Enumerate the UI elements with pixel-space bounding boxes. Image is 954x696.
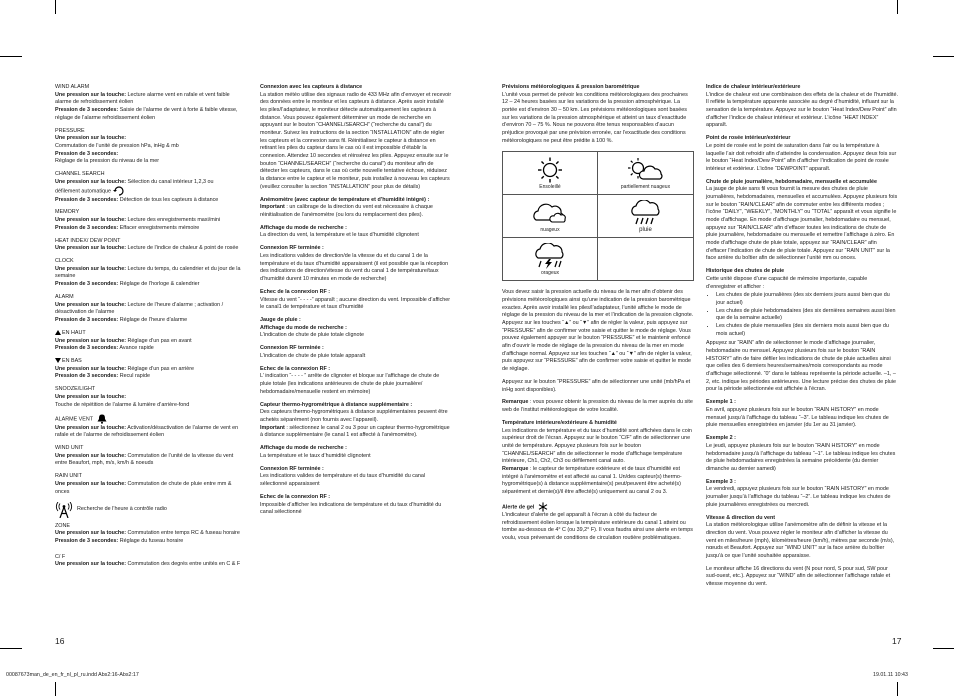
heading: Prévisions météorologiques & pression barométrique: [502, 84, 640, 90]
paragraph: La direction du vent, la température et le taux d’humidité clignotent: [260, 232, 419, 239]
rain-icon: [626, 200, 666, 226]
heading: Connexion RF terminée :: [260, 245, 324, 252]
paragraph: Le moniteur affiche 16 directions du vent (N pour nord, S pour sud, SW pour sud-ouest, etc.). Appuyez sur “WIND” afin de sélectionner l’affichage rafale et vitesse moyenne du vent.: [706, 565, 891, 587]
label: Pression de 3 secondes:: [55, 345, 119, 352]
forecast-column: [502, 84, 695, 548]
pressure-section: [55, 128, 249, 166]
text: Touche de répétition de l’alarme & lumière d’arrière-fond: [55, 401, 190, 408]
section-title: RAIN UNIT: [55, 473, 82, 480]
crop-mark: [0, 648, 22, 649]
forecast-label: orageux: [540, 270, 560, 277]
forecast-label: pluie: [639, 226, 652, 233]
text: Lecture des enregistrements maxi/mini: [126, 217, 221, 224]
paragraph: Le point de rosée est le point de saturation dans l’air ou la température à laquelle l’air doit refroidir afin d’atteindre la condensation. Appuyez deux fois sur le bouton “Heat Index/Dew Point” afin d’afficher l’indication de point de rosée intérieur et extérieur. L’icône “DEWPOINT” apparaît.: [706, 142, 897, 172]
history-list: [706, 292, 898, 338]
forecast-cell-storm: [503, 238, 598, 280]
label: Pression de 3 secondes:: [55, 373, 119, 380]
cloud-icon: [530, 200, 570, 226]
crop-mark: [933, 648, 954, 649]
sun-icon: [533, 157, 567, 183]
label: Une pression sur la touche:: [55, 393, 126, 400]
heading: Chute de pluie journalière, hebdomadaire, mensuelle et accumulée: [706, 178, 878, 185]
radio-control-row: [55, 502, 249, 518]
bell-icon: [96, 414, 108, 424]
forecast-cell-sunny: [503, 152, 598, 195]
heading: Anémomètre (avec capteur de température et d’humidité intégré) :: [260, 196, 430, 203]
text: Réglage de l’horloge & calendrier: [118, 281, 200, 288]
heading: Connexion avec les capteurs à distance: [260, 84, 363, 90]
section-title: C/ F: [55, 553, 66, 560]
page-number-left: 16: [55, 636, 65, 646]
page-number-right: 17: [892, 636, 902, 646]
label: Pression de 3 secondes:: [55, 537, 119, 544]
print-slug-file: 00087673man_de_en_fr_nl_pl_ru.indd Abs2:16-Abs2:17: [6, 672, 139, 678]
label: Une pression sur la touche:: [55, 91, 126, 98]
radio-control-label: Recherche de l’heure à contrôle radio: [77, 505, 167, 512]
paragraph: En avril, appuyez plusieurs fois sur le bouton “RAIN HISTORY” en mode mensuel jusqu’à l’affichage du tableau “–3”. Le tableau indique les chutes de pluie mensuelles enregistrées en janvier (du 1er au 31 janvier).: [706, 406, 889, 429]
label: Une pression sur la touche:: [55, 265, 126, 272]
heading: Affichage du mode de recherche :: [260, 324, 347, 331]
forecast-cell-empty: [598, 238, 693, 280]
text: Réglage de la pression du niveau de la mer: [55, 158, 159, 165]
label: Une pression sur la touche:: [55, 337, 126, 344]
label: Une pression sur la touche:: [55, 424, 126, 431]
label: Une pression sur la touche:: [55, 561, 126, 568]
paragraph: : vous pouvez obtenir la pression du niveau de la mer auprès du site web de l’institut météorologique de votre localité.: [502, 399, 693, 414]
forecast-icons-table: [502, 151, 694, 281]
forecast-cell-partly-cloudy: [598, 152, 693, 195]
list-item: • Les chutes de pluie mensuelles (des six derniers mois aussi bien que du mois actuel): [716, 323, 898, 338]
heading: Echec de la connexion RF :: [260, 493, 331, 500]
heading: Historique des chutes de pluie: [706, 268, 785, 275]
paragraph: L’indice de chaleur est une combinaison des effets de la chaleur et de l’humidité. Il reflète la température apparente associée au degré d’humidité, influant sur la sensation de la température. Appuyez sur le bouton “Heat Index/Dew Point” afin d’afficher l’indice de chaleur intérieur et extérieur. L’icône “HEAT INDEX” apparaît.: [706, 91, 898, 129]
heading: Alerte de gel: [502, 504, 535, 511]
paragraph: Des capteurs thermo-hygrométriques à distance supplémentaires peuvent être achetés séparément (non fournis avec l’appareil).: [260, 409, 448, 424]
heading: Echec de la connexion RF :: [260, 288, 331, 295]
cf-section: [55, 554, 249, 569]
crop-mark: [0, 56, 22, 57]
indices-column: [706, 84, 898, 594]
list-item: • Les chutes de pluie journalières (des six derniers jours aussi bien que du jour actuel): [716, 292, 898, 307]
heading: Affichage du mode de recherche :: [260, 445, 347, 452]
print-slug-date: 19.01.11 10:43: [873, 672, 908, 678]
heading: Connexion RF terminée :: [260, 345, 324, 352]
sensor-connection-column: [260, 84, 452, 522]
button-reference-column: [55, 84, 249, 574]
up-arrow-icon: [55, 330, 61, 335]
section-title: WIND ALARM: [55, 84, 90, 90]
text: désactivation de l’alarme: [55, 309, 115, 316]
section-title: EN HAUT: [62, 329, 86, 336]
paragraph: Les indications de température et du taux d’humidité sont affichées dans le coin supérieur droit de l’écran. Appuyez sur le bouton “C/F” afin de sélectionner une unité de température. Appuyez plusieurs fois sur le bouton “CHANNEL/SEARCH” afin de sélectionner le mode d’affichage température intérieure, Ch1, Ch2, Ch3 ou défilement canal auto.: [502, 427, 692, 465]
auto-scroll-icon: [113, 186, 125, 196]
label: Pression de 3 secondes:: [55, 281, 119, 288]
heading: Exemple 2 :: [706, 435, 736, 442]
down-arrow-icon: [55, 358, 61, 363]
text: Réglage d’un pas en avant: [126, 337, 192, 344]
wind-alarm-section: [55, 84, 249, 122]
label: Une pression sur la touche:: [55, 301, 126, 308]
text: Lecture de l’indice de chaleur & point de rosée: [126, 245, 239, 252]
paragraph: Appuyez sur le bouton “PRESSURE” afin de sélectionner une unité (mb/hPa et inHg sont disponibles).: [502, 378, 691, 393]
text: Recul rapide: [118, 373, 150, 380]
text: alarme de refroidissement éolien: [55, 99, 134, 106]
text: onces: [55, 488, 70, 495]
paragraph: Vous devez saisir la pression actuelle du niveau de la mer afin d’obtenir des prévisions météorologiques ainsi qu’une indication de la pression barométrique exactes. Après avoir installé les piles/l’adaptateur, l’unité affiche le mode de réglage de la pression du niveau de la mer et l’indication de la pression clignote. Appuyez sur les touches “▲” ou “▼” afin de régler la valeur, puis appuyez sur “PRESSURE” afin de confirmer votre saisie et quitter le mode de réglage. Vous pouvez également appuyer sur le bouton “PRESSURE” et le maintenir enfoncé afin d’ouvrir le mode de réglage de la pression du niveau de la mer en mode d’affichage normal. Appuyez sur les touches “▲” ou “▼” afin de régler la valeur, puis appuyez sur “PRESSURE” afin de confirmer votre saisie et quitter le mode de réglage.: [502, 289, 694, 373]
label: Une pression sur la touche:: [55, 217, 126, 224]
forecast-cell-cloudy: [503, 195, 598, 238]
text: Réglage d’un pas en arrière: [126, 365, 195, 372]
crop-mark: [55, 0, 56, 14]
section-title: WIND UNIT: [55, 445, 84, 452]
text: Activation/désactivation de l’alarme de vent en: [126, 424, 239, 431]
label: Une pression sur la touche:: [55, 135, 126, 142]
wind-unit-section: [55, 445, 249, 468]
label: Une pression sur la touche:: [55, 365, 126, 372]
forecast-label: nuageux: [540, 227, 560, 234]
paragraph: La station météorologique utilise l’anémomètre afin de définir la vitesse et la direction du vent. Vous pouvez régler le moniteur afin d’afficher la vitesse du vent en miles/heure (mph), kilomètres/heure (km/h), mètres par seconde (m/s), nœuds et Beaufort. Appuyez sur “WIND UNIT” sur la face arrière du boîtier jusqu’à ce que l’unité souhaitée apparaisse.: [706, 522, 895, 559]
label: Pression de 3 secondes:: [55, 317, 119, 324]
paragraph: : le capteur de température extérieure et de taux d’humidité est intégré à l’anémomètre et est affecté au canal 1. Un/des capteur(s) thermo-hygrométrique(s) à distance supplémentaire(s) peut/peuvent être acheté(s) séparément et dernie(s)/il être affecté(s) uniquement au canal 2 ou 3.: [502, 466, 682, 496]
text: rafale et de l’alarme de refroidissement éolien: [55, 432, 165, 439]
storm-icon: [530, 243, 570, 269]
paragraph: L’indication de chute de pluie totale apparaît: [260, 352, 366, 359]
section-title: CHANNEL SEARCH: [55, 171, 105, 178]
section-title: CLOCK: [55, 258, 74, 265]
paragraph: Cette unité dispose d’une capacité de mémoire importante, capable d’enregistrer et afficher :: [706, 276, 868, 290]
snowflake-icon: [538, 502, 548, 512]
paragraph: L’indicateur d’alerte de gel apparaît à l’écran à côté du facteur de refroidissement éolien lorsque la température extérieure du canal 1 atteint ou tombe au-dessous de 4° C (ou 39,2° F). Il vous faudra ainsi une alerte en temps voulu, vous prévenant de conditions de circulation routière problématiques.: [502, 512, 693, 542]
text: Lecture de l’heure d’alarme ; activation /: [126, 301, 224, 308]
label: Remarque: [502, 399, 529, 406]
paragraph: L’unité vous permet de prévoir les conditions météorologiques des prochaines 12 – 24 heures basées sur les variations de la pression atmosphérique. La portée est d’environ 30 – 50 km. Les prévisions météorologiques sont basées sur les variations de la pression atmosphérique et atteint un taux d’exactitude d’environ 70 – 75 %. Nous ne pouvons être tenus responsables d’aucun préjudice provoqué par une prévision erronée, car l’exactitude des conditions météorologiques ne peut être prédite à 100 %.: [502, 91, 688, 144]
label: Une pression sur la touche:: [55, 530, 126, 537]
paragraph: L’ indication “- - - - ” arrête de clignoter et bloque sur l’affichage de chute de pluie totale (les indications antérieures de chute de pluie journalière/ hebdomadaire/mensuelle restent en mémoire): [260, 373, 440, 395]
text: Sélection du canal intérieur 1,2,3 ou: [126, 178, 214, 185]
label: Important: [260, 204, 285, 211]
section-title: MEMORY: [55, 209, 80, 216]
label: Pression de 3 secondes:: [55, 224, 119, 231]
label: Pression de 3 secondes:: [55, 150, 119, 157]
paragraph: Le jeudi, appuyez plusieurs fois sur le bouton “RAIN HISTORY” en mode hebdomadaire jusqu’à l’affichage du tableau “–1”. Le tableau indique les chutes de pluie hebdomadaires enregistrées la semaine précédente (du dernier dimanche au dernier samedi): [706, 442, 896, 472]
text: Saisie de l’alarme de vent à forte & faible vitesse, réglage de l’alarme refroidissement éolien: [55, 107, 238, 121]
label: Important: [260, 424, 285, 431]
text: Commutation de l’unité de la vitesse du vent: [126, 452, 234, 459]
section-title: ZONE: [55, 522, 70, 529]
heading: Exemple 3 :: [706, 478, 736, 485]
text: semaine: [55, 273, 76, 280]
paragraph: La jauge de pluie sans fil vous fournit la mesure des chutes de pluie journalières, hebdomadaires, mensuelles et accumulées. Appuyez plusieurs fois sur le bouton “RAIN/CLEAR” afin de commuter entre les différents modes ; l’icône “DAILY”, “WEEKLY”, “MONTHLY” ou “TOTAL” apparaît et vous signifie le mode d’affichage. En mode d’affichage journalier, hebdomadaire ou mensuel, appuyez sur “RAIN/CLEAR” afin d’effacer toutes les indications de chute de pluie journalière, hebdomadaire ou mensuelle et remettre l’affichage à zéro. En mode d’affichage chute de pluie totale, appuyez sur “RAIN/CLEAR” afin d’effacer l’indication de chute de pluie totale. Appuyez sur “RAIN UNIT” sur la face arrière du boîtier afin de sélectionner l’unité mm ou onces.: [706, 186, 898, 262]
paragraph: : sélectionnez le canal 2 ou 3 pour un capteur thermo-hygrométrique à distance supplémentaire (le canal 1 est affecté à l’anémomètre).: [260, 424, 450, 439]
paragraph: La température et le taux d’humidité clignotent: [260, 452, 371, 459]
label: Pression de 3 secondes:: [55, 107, 119, 114]
crop-mark: [897, 0, 898, 14]
section-title: HEAT INDEX/ DEW POINT: [55, 237, 121, 244]
heading: Jauge de pluie :: [260, 317, 301, 324]
heading: Capteur thermo-hygrométrique à distance supplémentaire :: [260, 401, 413, 408]
paragraph: : un calibrage de la direction du vent est nécessaire à chaque réinitialisation de l’anémomètre (ou lors du remplacement des piles).: [260, 204, 433, 218]
crop-mark: [55, 682, 56, 696]
label: Une pression sur la touche:: [55, 480, 126, 487]
crop-mark: [897, 682, 898, 696]
rain-unit-section: [55, 473, 249, 496]
section-title: ALARM: [55, 294, 74, 300]
label: Une pression sur la touche:: [55, 245, 126, 252]
down-section: [55, 358, 249, 381]
label: Remarque: [502, 466, 529, 473]
paragraph: Les indications valides de direction/de la vitesse du et du canal 1 de la température et du taux d’humidité apparaissent (il est possible que la réception des indications de direction/vitesse du vent du canal 1 de température/taux d’humidité durent 10 minutes en mode de recherche): [260, 253, 449, 283]
label: Une pression sur la touche:: [55, 178, 126, 185]
text: Lecture alarme vent en rafale et vent faible: [126, 91, 230, 98]
paragraph: Les indications valides de température et du taux d’humidité du canal sélectionné apparaissent: [260, 473, 426, 488]
section-title: EN BAS: [62, 358, 82, 365]
label: Pression de 3 secondes:: [55, 196, 119, 203]
text: entre Beaufort, mph, m/s, km/h & noeuds: [55, 460, 154, 467]
alarm-section: [55, 294, 249, 325]
zone-section: [55, 523, 249, 546]
section-title: SNOOZE/LIGHT: [55, 386, 96, 393]
heading: Echec de la connexion RF :: [260, 365, 331, 372]
crop-mark: [933, 56, 954, 57]
text: Réglage du fuseau horaire: [118, 537, 184, 544]
heat-index-section: [55, 238, 249, 253]
text: défilement automatique: [55, 188, 112, 195]
text: Commutation entre temps RC & fuseau horaire: [126, 530, 240, 537]
forecast-cell-rain: [598, 195, 693, 238]
section-title: PRESSURE: [55, 127, 85, 134]
paragraph: Appuyez sur “RAIN” afin de sélectionner le mode d’affichage journalier, hebdomadaire ou mensuel. Appuyez plusieurs fois sur le bouton “RAIN HISTORY” afin de faire défiler les indications de chute de pluie actuelles ainsi que celles des 6 derniers heures/semaines/mois correspondants au mode d’affichage sélectionné. “0” dans le tableau représente la période actuelle. –1, –2, etc. indique les périodes antérieures. Une lecture précise des chutes de pluie pour la période sélectionnée est affichée à l’écran.: [706, 340, 896, 393]
forecast-label: Ensoleillé: [539, 184, 561, 191]
up-section: [55, 330, 249, 353]
text: Avance rapide: [118, 345, 154, 352]
forecast-label: partiellement nuageux: [620, 184, 671, 191]
text: Détection de tous les capteurs à distance: [118, 196, 219, 203]
text: Lecture du temps, du calendrier et du jour de la: [126, 265, 241, 272]
list-item: • Les chutes de pluie hebdomadaires (des six dernières semaines aussi bien que de la semaine actuelle): [716, 308, 898, 323]
heading: Point de rosée intérieur/extérieur: [706, 135, 791, 142]
text: Commutation de chute de pluie entre mm &: [126, 480, 232, 487]
section-title: ALARME VENT: [55, 416, 93, 423]
channel-search-section: [55, 171, 249, 204]
paragraph: Le vendredi, appuyez plusieurs fois sur le bouton “RAIN HISTORY” en mode journalier jusqu’à l’affichage du tableau “–2”. Le tableau indique les chutes de pluie journalières enregistrées ou mercredi.: [706, 486, 891, 508]
heading: Exemple 1 :: [706, 399, 736, 406]
paragraph: L’indication de chute de pluie totale clignote: [260, 332, 364, 339]
paragraph: Vitesse du vent “- - - -” apparaît ; aucune direction du vent. Impossible d’afficher le canal1 de température et taux d’humidité: [260, 296, 451, 311]
label: Une pression sur la touche:: [55, 452, 126, 459]
text: Commutation des degrés entre unités en C & F: [126, 561, 241, 568]
heading: Température intérieure/extérieure & humidité: [502, 420, 617, 427]
paragraph: Impossible d’afficher les indications de température et du taux d’humidité du canal sélectionné: [260, 501, 442, 516]
radio-tower-icon: [55, 502, 73, 518]
paragraph: La station météo utilise des signaux radio de 433 MHz afin d’envoyer et recevoir des données entre le moniteur et les capteurs à distance. Après avoir installé les piles/l’adaptateur, le moniteur détecte automatiquement les capteurs à distance. Vous pouvez également déterminer un mode de recherche en appuyant sur le bouton “CHANNEL/SEARCH” (“recherche du canal”) du moniteur. Suivez les instructions de la section “INSTALLATION” afin de régler les capteurs et la connexion sans fil. Réinitialisez le capteur à distance en retirant les piles du capteur dans le cas où il est impossible d’établir la connexion. Attendez 10 secondes et réinsérez les piles. Appuyez ensuite sur le bouton “CHANNEL/SEARCH” (“recherche du canal”) du moniteur afin de détecter les capteurs, dans le cas où cette nouvelle tentative échoue, réduisez la distance entre le capteur et le moniteur, puis installez à nouveau les capteurs (veuillez consulter la section “INSTALLATION” pour plus de détails): [260, 91, 452, 190]
clock-section: [55, 258, 249, 289]
wind-alarm-toggle-section: [55, 414, 249, 439]
partly-cloudy-icon: [626, 157, 666, 183]
heading: Vitesse & direction du vent: [706, 514, 776, 521]
memory-section: [55, 209, 249, 232]
heading: Affichage du mode de recherche :: [260, 224, 347, 231]
snooze-section: [55, 386, 249, 409]
heading: Connexion RF terminée :: [260, 465, 324, 472]
heading: Indice de chaleur intérieur/extérieure: [706, 84, 801, 90]
text: Effacer enregistrements mémoire: [118, 224, 200, 231]
text: Commutation de l’unité de pression hPa, inHg & mb: [55, 142, 179, 149]
text: Réglage de l’heure d’alarme: [118, 317, 188, 324]
